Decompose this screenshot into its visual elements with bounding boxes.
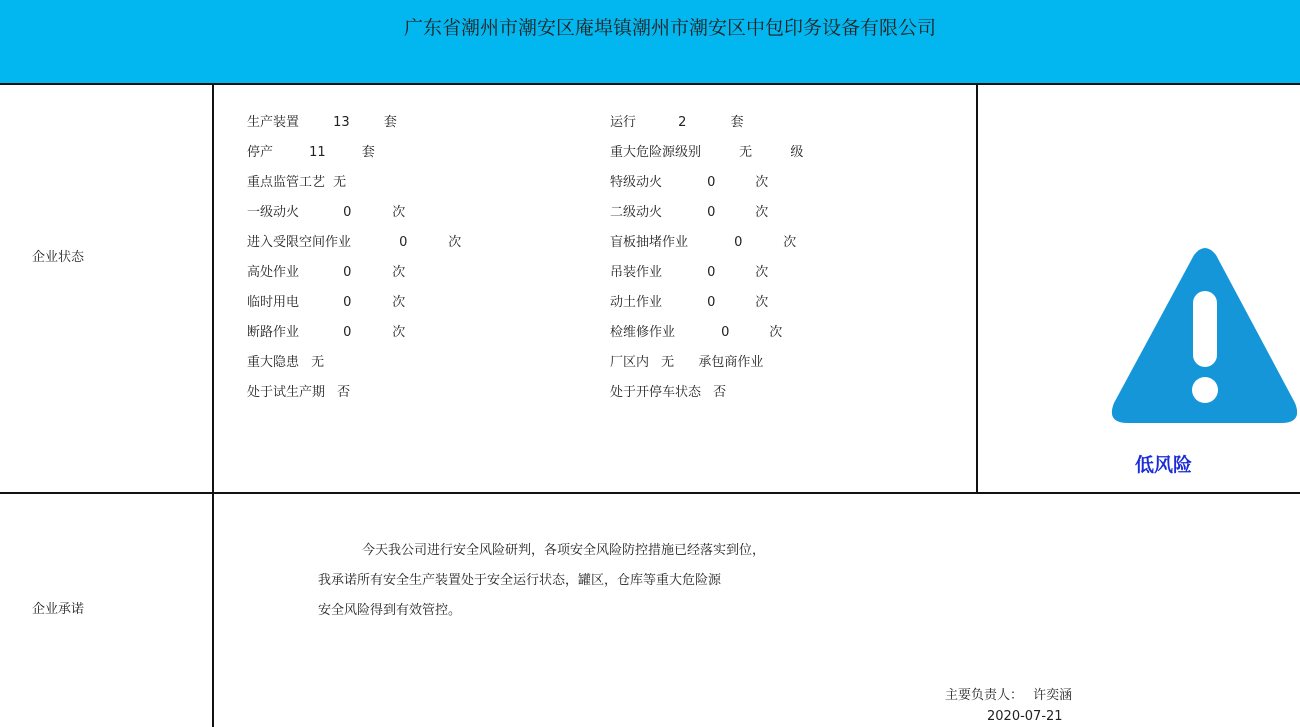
promise-date: 2020-07-21 (987, 709, 1063, 724)
status-row-road-break: 断路作业 0 次 (247, 325, 406, 340)
promise-line-2: 我承诺所有安全生产装置处于安全运行状态，罐区，仓库等重大危险源 (318, 573, 722, 588)
status-row-maintenance: 检维修作业 0 次 (610, 325, 783, 340)
responsible-label: 主要负责人： (945, 688, 1024, 703)
status-row-major-hazard-level: 重大危险源级别 无 级 (610, 145, 804, 160)
column-divider-left (212, 85, 214, 727)
status-row-startup-shutdown: 处于开停车状态 否 (610, 385, 727, 400)
promise-line-3: 安全风险得到有效管控。 (318, 603, 462, 618)
promise-line-1: 今天我公司进行安全风险研判，各项安全风险防控措施已经落实到位， (362, 543, 766, 558)
status-row-trial-production: 处于试生产期 否 (247, 385, 351, 400)
status-row-major-hazard: 重大隐患 无 (247, 355, 325, 370)
status-row-second-level-hotwork: 二级动火 0 次 (610, 205, 769, 220)
status-row-running: 运行 2 套 (610, 115, 744, 130)
page-header (0, 0, 1300, 85)
status-row-stopped: 停产 11 套 (247, 145, 375, 160)
status-section-label: 企业状态 (32, 250, 85, 265)
risk-level-label: 低风险 (1135, 454, 1193, 476)
status-row-production-units: 生产装置 13 套 (247, 115, 397, 130)
status-row-temp-power: 临时用电 0 次 (247, 295, 406, 310)
column-divider-right (976, 85, 978, 493)
status-row-first-level-hotwork: 一级动火 0 次 (247, 205, 406, 220)
status-row-key-process: 重点监管工艺 无 (247, 175, 347, 190)
company-title: 广东省潮州市潮安区庵埠镇潮州市潮安区中包印务设备有限公司 (403, 17, 936, 39)
responsible-person (945, 684, 1072, 703)
status-row-confined-space: 进入受限空间作业 0 次 (247, 235, 462, 250)
row-divider (0, 492, 1300, 494)
status-row-blind-plate: 盲板抽堵作业 0 次 (610, 235, 797, 250)
warning-triangle-icon (1109, 245, 1300, 427)
responsible-name: 许奕涵 (1033, 688, 1073, 703)
promise-section-label: 企业承诺 (32, 602, 85, 617)
status-row-height-work: 高处作业 0 次 (247, 265, 406, 280)
status-row-special-hotwork: 特级动火 0 次 (610, 175, 769, 190)
status-row-lifting: 吊装作业 0 次 (610, 265, 769, 280)
status-row-contractor-work: 厂区内 无 承包商作业 (610, 355, 764, 370)
status-row-excavation: 动土作业 0 次 (610, 295, 769, 310)
